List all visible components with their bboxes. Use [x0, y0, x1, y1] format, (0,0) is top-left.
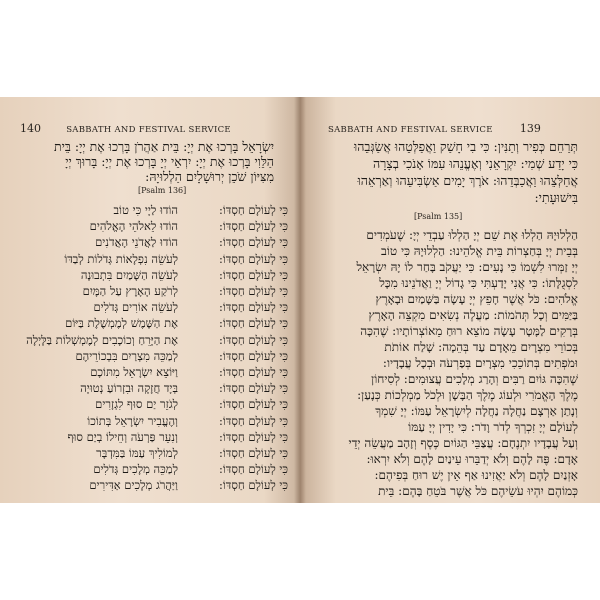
- open-book: [0, 97, 600, 503]
- right-top-line: תְּרַחֵם כְּפִיר וְתַנִּין: כִּי בִי חָשַׁק וַאֲפַלְּטֵהוּ אֲשַׂגְּבֵהוּ: [354, 139, 578, 154]
- response-line: כִּי לְעוֹלָם חַסְדּוֹ:: [218, 300, 288, 315]
- right-page-header: [328, 122, 541, 135]
- psalm-line: יְיָ זַמְּרוּ לִשְׁמוֹ כִּי נָעִים: כִּי יַעֲקֹב בָּחַר לוֹ יָהּ יִשְׂרָאֵל: [356, 260, 578, 274]
- response-line: כִּי לְעוֹלָם חַסְדּוֹ:: [218, 365, 288, 379]
- right-page: [300, 97, 600, 503]
- right-psalm-label: [Psalm 135]: [414, 212, 463, 221]
- response-line: כִּי לְעוֹלָם חַסְדּוֹ:: [218, 219, 288, 234]
- response-line: כִּי לְעוֹלָם חַסְדּוֹ:: [218, 397, 288, 412]
- right-page-number: 139: [519, 122, 541, 135]
- left-page-header: [20, 122, 231, 135]
- left-top-line: מִצִּיּוֹן שֹׁכֵן יְרוּשָׁלָיִם הַלְלוּיָהּ:: [145, 169, 274, 184]
- right-running-title: SABBATH AND FESTIVAL SERVICE: [328, 125, 493, 135]
- response-line: כִּי לְעוֹלָם חַסְדּוֹ:: [218, 316, 288, 331]
- psalm-line: הַלְלוּיָהּ הַלְלוּ אֶת שֵׁם יְיָ הַלְלוּ עַבְדֵי יְיָ: שֶׁעֹמְדִים: [366, 228, 578, 242]
- psalm-line: וְעַל עֲבָדָיו יִתְנֶחָם: עֲצַבֵּי הַגּוֹיִם כֶּסֶף וְזָהָב מַעֲשֵׂה יְדֵי: [348, 436, 578, 450]
- response-line: כִּי לְעוֹלָם חַסְדּוֹ:: [218, 413, 288, 428]
- psalm-line: מֶלֶךְ הָאֱמֹרִי וּלְעוֹג מֶלֶךְ הַבָּשָׁן וּלְכֹל מַמְלְכוֹת כְּנָעַן:: [357, 388, 578, 402]
- verse-line: לְעֹשֵׂה אוֹרִים גְּדֹלִים: [93, 300, 178, 315]
- verse-line: אֶת הַיָּרֵחַ וְכוֹכָבִים לְמֶמְשְׁלוֹת בַּלָּיְלָה: [26, 332, 178, 347]
- left-page: [0, 97, 300, 503]
- response-line: כִּי לְעוֹלָם חַסְדּוֹ:: [218, 267, 288, 282]
- psalm-line: בְּבֵית יְיָ בְּחַצְרוֹת בֵּית אֱלֹהֵינוּ: הַלְלוּיָהּ כִּי טוֹב: [381, 244, 578, 258]
- response-line: כִּי לְעוֹלָם חַסְדּוֹ:: [218, 332, 288, 347]
- response-line: כִּי לְעוֹלָם חַסְדּוֹ:: [218, 348, 288, 363]
- psalm-line: בְּכוֹרֵי מִצְרָיִם מֵאָדָם עַד בְּהֵמָה: שָׁלַח אוֹתֹת: [384, 340, 578, 354]
- verse-line: הוֹדוּ לַאֲדֹנֵי הָאֲדֹנִים: [95, 235, 178, 250]
- psalm-line: וּמֹפְתִים בְּתוֹכֵכִי מִצְרָיִם בְּפַרְעֹה וּבְכָל עֲבָדָיו:: [382, 356, 578, 370]
- psalm-line: וְנָתַן אַרְצָם נַחֲלָה נַחֲלָה לְיִשְׂרָאֵל עַמּוֹ: יְיָ שִׁמְךָ: [375, 404, 578, 418]
- verse-line: בְּיָד חֲזָקָה וּבִזְרוֹעַ נְטוּיָה: [80, 381, 178, 396]
- verse-line: לְעֹשֵׂה נִפְלָאוֹת גְּדֹלוֹת לְבַדּוֹ: [64, 251, 178, 266]
- psalm-line: בְּרָקִים לַמָּטָר עָשָׂה מוֹצֵא רוּחַ מֵאוֹצְרוֹתָיו: שֶׁהִכָּה: [360, 324, 578, 338]
- response-line: כִּי לְעוֹלָם חַסְדּוֹ:: [218, 284, 288, 298]
- psalm-line: כְּמוֹהֶם יִהְיוּ עֹשֵׂיהֶם כֹּל אֲשֶׁר בֹּטֵחַ בָּהֶם: בֵּית: [378, 484, 578, 498]
- psalm-line: לְעוֹלָם יְיָ זִכְרְךָ לְדֹר וָדֹר: כִּי יָדִין יְיָ עַמּוֹ: [408, 420, 578, 434]
- left-top-line: הַלֵּוִי בָּרְכוּ אֶת יְיָ: יִרְאֵי יְיָ בָּרְכוּ אֶת יְיָ: בָּרוּךְ יְיָ: [65, 154, 274, 169]
- right-top-line: כִּי יָדַע שְׁמִי: יִקְרָאֵנִי וְאֶעֱנֵהוּ עִמּוֹ אָנֹכִי בְצָרָה: [372, 156, 578, 171]
- verse-line: לְעֹשֵׂה הַשָּׁמַיִם בִּתְבוּנָה: [80, 267, 178, 282]
- psalm-line: אֱלֹהִים: כֹּל אֲשֶׁר חָפֵץ יְיָ עָשָׂה בַּשָּׁמַיִם וּבָאָרֶץ: [375, 292, 578, 306]
- verse-line: הוֹדוּ לַיָי כִּי טוֹב: [113, 203, 178, 217]
- verse-line: לְמַכֵּה מְלָכִים גְּדֹלִים: [93, 462, 178, 477]
- verse-line: וַיּוֹצֵא יִשְׂרָאֵל מִתּוֹכָם: [90, 365, 178, 379]
- response-line: כִּי לְעוֹלָם חַסְדּוֹ:: [218, 235, 288, 250]
- psalm-line: אָזְנַיִם לָהֶם וְלֹא יַאֲזִינוּ אַף אֵין יֶשׁ רוּחַ בְּפִיהֶם:: [374, 468, 578, 482]
- verse-line: וְנִעֵר פַּרְעֹה וְחֵילוֹ בְיַם סוּף: [67, 429, 178, 444]
- verse-line: הוֹדוּ לֵאלֹהֵי הָאֱלֹהִים: [89, 219, 178, 234]
- book-gutter: [294, 97, 306, 503]
- response-line: כִּי לְעוֹלָם חַסְדּוֹ:: [218, 381, 288, 396]
- left-page-number: 140: [20, 122, 41, 135]
- verse-line: וַיַּהֲרֹג מְלָכִים אַדִּירִים: [89, 478, 178, 493]
- psalm-line: אָדָם: פֶּה לָהֶם וְלֹא יְדַבֵּרוּ עֵינַיִם לָהֶם וְלֹא יִרְאוּ:: [366, 452, 578, 466]
- response-line: כִּי לְעוֹלָם חַסְדּוֹ:: [218, 203, 288, 217]
- left-top-line: יִשְׂרָאֵל בָּרְכוּ אֶת יְיָ: בֵּית אַהֲרֹן בָּרְכוּ אֶת יְיָ: בֵּית: [54, 139, 274, 154]
- verse-line: לְמוֹלִיךְ עַמּוֹ בַּמִּדְבָּר: [96, 446, 178, 460]
- response-line: כִּי לְעוֹלָם חַסְדּוֹ:: [218, 251, 288, 266]
- verse-line: אֶת הַשֶּׁמֶשׁ לְמֶמְשֶׁלֶת בַּיּוֹם: [65, 316, 178, 331]
- left-running-title: SABBATH AND FESTIVAL SERVICE: [66, 125, 231, 135]
- verse-line: לְרֹקַע הָאָרֶץ עַל הַמָּיִם: [82, 284, 178, 298]
- psalm-line: שֶׁהִכָּה גּוֹיִם רַבִּים וְהָרַג מְלָכִים עֲצוּמִים: לְסִיחוֹן: [371, 372, 578, 386]
- left-psalm-label: [Psalm 136]: [138, 186, 187, 195]
- verse-line: לְמַכֵּה מִצְרַיִם בִּבְכוֹרֵיהֶם: [75, 348, 178, 363]
- verse-line: וְהֶעֱבִיר יִשְׂרָאֵל בְּתוֹכוֹ: [87, 413, 178, 428]
- psalm-line: בַּיַּמִּים וְכָל תְּהֹמוֹת: מַעֲלֶה נְשִׂאִים מִקְצֵה הָאָרֶץ: [368, 308, 578, 322]
- verse-line: לְגֹזֵר יַם סוּף לִגְזָרִים: [95, 397, 178, 412]
- response-line: כִּי לְעוֹלָם חַסְדּוֹ:: [218, 478, 288, 493]
- response-line: כִּי לְעוֹלָם חַסְדּוֹ:: [218, 462, 288, 477]
- right-top-line: בִּישׁוּעָתִי:: [534, 190, 578, 205]
- response-line: כִּי לְעוֹלָם חַסְדּוֹ:: [218, 446, 288, 460]
- psalm-line: לִסְגֻלָּתוֹ: כִּי אֲנִי יָדַעְתִּי כִּי גָדוֹל יְיָ וַאֲדֹנֵינוּ מִכָּל: [379, 276, 578, 290]
- response-line: כִּי לְעוֹלָם חַסְדּוֹ:: [218, 429, 288, 444]
- right-top-line: אֲחַלְּצֵהוּ וַאֲכַבְּדֵהוּ: אֹרֶךְ יָמִים אַשְׂבִּיעֵהוּ וְאַרְאֵהוּ: [357, 173, 578, 188]
